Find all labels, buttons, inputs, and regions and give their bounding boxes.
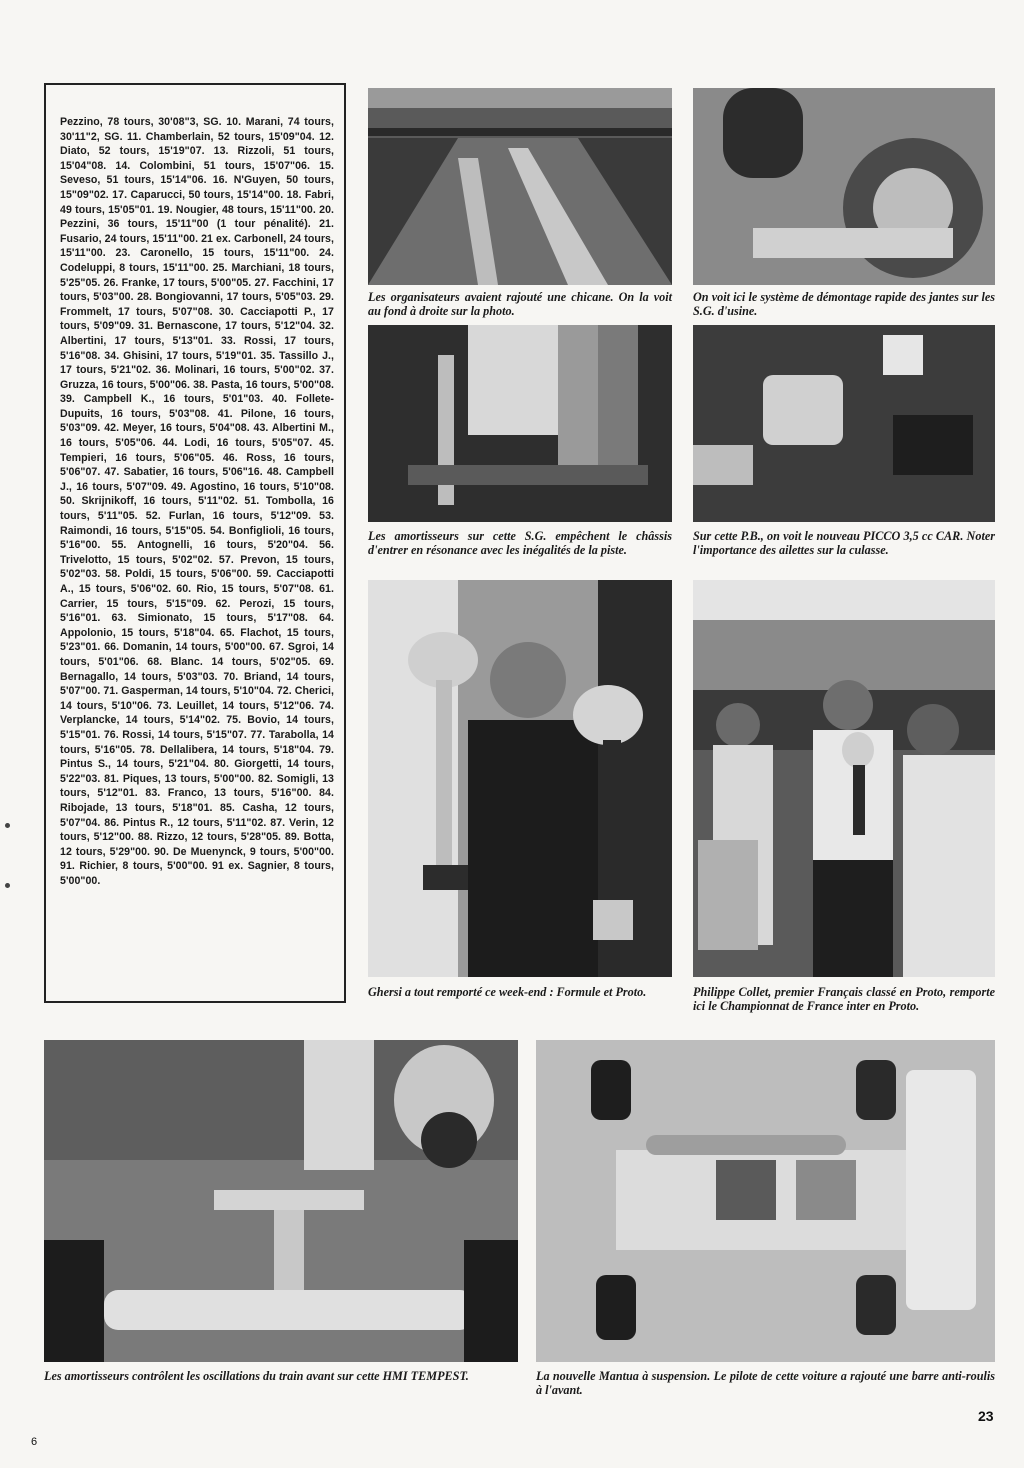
photo-collet — [693, 580, 995, 977]
caption-picco: Sur cette P.B., on voit le nouveau PICCO 3,5 cc CAR. Noter l'importance des ailettes sur la culasse. — [693, 529, 995, 557]
photo-picco-engine — [693, 325, 995, 522]
photo-track-chicane — [368, 88, 672, 285]
caption-ghersi: Ghersi a tout remporté ce week-end : Formule et Proto. — [368, 985, 647, 999]
photo-hmi-tempest — [44, 1040, 518, 1362]
results-text: Pezzino, 78 tours, 30'08"3, SG. 10. Marani, 74 tours, 30'11"2, SG. 11. Chamberlain, 52 tours, 15'09"04. 12. Diato, 52 tours, 15'19"07. 13. Rizzoli, 51 tours, 15'04"08. 14. Colombini, 51 tours, 15'07"06. 15. Seveso, 51 tours, 15'14"06. 16. N'Guyen, 50 tours, 15"09"02. 17. Caparucci, 50 tours, 15'14"00. 18. Fabri, 49 tours, 15'05"01. 19. Nougier, 48 tours, 15'11"00. 20. Pezzini, 36 tours, 15'11"00 (1 tour pénalité). 21. Fusario, 24 tours, 15'11"00. 21 ex. Carbonell, 24 tours, 15'11"00. 23. Caronello, 15 tours, 15'11"00. 24. Codeluppi, 8 tours, 15'11"00. 25. Marchiani, 18 tours, 5'25"05. 26. Franke, 17 tours, 5'00"05. 27. Facchini, 17 tours, 5'03"00. 28. Bongiovanni, 17 tours, 5'05"03. 29. Frommelt, 17 tours, 5'07"08. 30. Cacciapotti P., 17 tours, 5'09"09. 31. Bernascone, 17 tours, 5'12"04. 32. Albertini, 17 tours, 5'13"01. 33. Rossi, 17 tours, 5'16"08. 34. Ghisini, 17 tours, 5'19"01. 35. Tassillo J., 17 tours, 5'21"02. 36. Molinari, 16 tours, 5'00"02. 37. Gruzza, 16 tours, 5'00"06. 38. Pasta, 16 tours, 5'00"08. 39. Campbell K., 16 tours, 5'01"03. 40. Follete-Dupuits, 16 tours, 5'03"08. 41. Pilone, 16 tours, 5'03"09. 42. Meyer, 16 tours, 5'04"08. 43. Albertini M., 16 tours, 5'05"06. 44. Lodi, 16 tours, 5'05"07. 45. Tempieri, 16 tours, 5'06"05. 46. Ross, 16 tours, 5'06"07. 47. Sabatier, 16 tours, 5'06"16. 48. Campbell J., 16 tours, 5'07"09. 49. Agostino, 16 tours, 5'10"08. 50. Skrijnikoff, 16 tours, 5'11"02. 51. Tombolla, 16 tours, 5'11"05. 52. Furlan, 16 tours, 5'12"09. 53. Raimondi, 16 tours, 5'15"05. 54. Bonfiglioli, 16 tours, 5'16"00. 55. Antognelli, 16 tours, 5'20"04. 56. Trivelotto, 15 tours, 5'02"02. 57. Prevon, 15 tours, 5'02"03. 58. Poldi, 15 tours, 5'06"00. 59. Cacciapotti A., 15 tours, 5'06"02. 60. Rio, 15 tours, 5'07"08. 61. Carrier, 15 tours, 5'15"09. 62. Perozi, 15 tours, 5'16"01. 63. Simionato, 15 tours, 5'17"08. 64. Appolonio, 15 tours, 5'18"04. 65. Flachot, 15 tours, 5'23"01. 66. Domanin, 14 tours, 5'00"00. 67. Sgroi, 14 tours, 5'01"06. 68. Blanc. 14 tours, 5'02"05. 69. Bernagallo, 14 tours, 5'03"03. 70. Briand, 14 tours, 5'07"00. 71. Gasperman, 14 tours, 5'10"04. 72. Cherici, 14 tours, 5'10"06. 73. Leuillet, 14 tours, 5'12"06. 74. Verplancke, 14 tours, 5'14"02. 75. Bovio, 14 tours, 5'15"01. 76. Rossi, 14 tours, 5'15"07. 77. Tarabolla, 14 tours, 5'16"05. 78. Dellalibera, 14 tours, 5'18"04. 79. Pintus S., 14 tours, 5'21"04. 80. Giorgetti, 14 tours, 5'22"03. 81. Piques, 13 tours, 5'00"00. 82. Somigli, 13 tours, 5'12"01. 83. Franco, 13 tours, 5'16"00. 84. Ribojade, 13 tours, 5'18"01. 85. Casha, 12 tours, 5'07"04. 86. Pintus R., 12 tours, 5'11"02. 87. Verin, 12 tours, 5'12"00. 88. Rizzo, 12 tours, 5'28"05. 89. Botta, 12 tours, 5'29"00. 90. De Muenynck, 9 tours, 5'00"00. 91. Richier, 8 tours, 5'00"00. 91 ex. Sagnier, 8 tours, 5'00"00. — [60, 116, 334, 887]
photo-ghersi — [368, 580, 672, 977]
photo-shocks-sg — [368, 325, 672, 522]
caption-collet: Philippe Collet, premier Français classé en Proto, remporte ici le Championnat de France inter en Proto. — [693, 985, 995, 1013]
page-number-left: 6 — [31, 1436, 38, 1448]
caption-track: Les organisateurs avaient rajouté une chicane. On la voit au fond à droite sur la photo. — [368, 290, 672, 318]
photo-mantua — [536, 1040, 995, 1362]
page-number-right: 23 — [978, 1408, 994, 1424]
caption-wheels: On voit ici le système de démontage rapide des jantes sur les S.G. d'usine. — [693, 290, 995, 318]
caption-hmi: Les amortisseurs contrôlent les oscillations du train avant sur cette HMI TEMPEST. — [44, 1369, 469, 1383]
caption-mantua: La nouvelle Mantua à suspension. Le pilote de cette voiture a rajouté une barre anti-roulis à l'avant. — [536, 1369, 995, 1397]
caption-shocks-sg: Les amortisseurs sur cette S.G. empêchent le châssis d'entrer en résonance avec les inégalités de la piste. — [368, 529, 672, 557]
margin-dot — [5, 823, 10, 828]
margin-dot — [5, 883, 10, 888]
photo-wheels — [693, 88, 995, 285]
results-box — [44, 83, 346, 1003]
